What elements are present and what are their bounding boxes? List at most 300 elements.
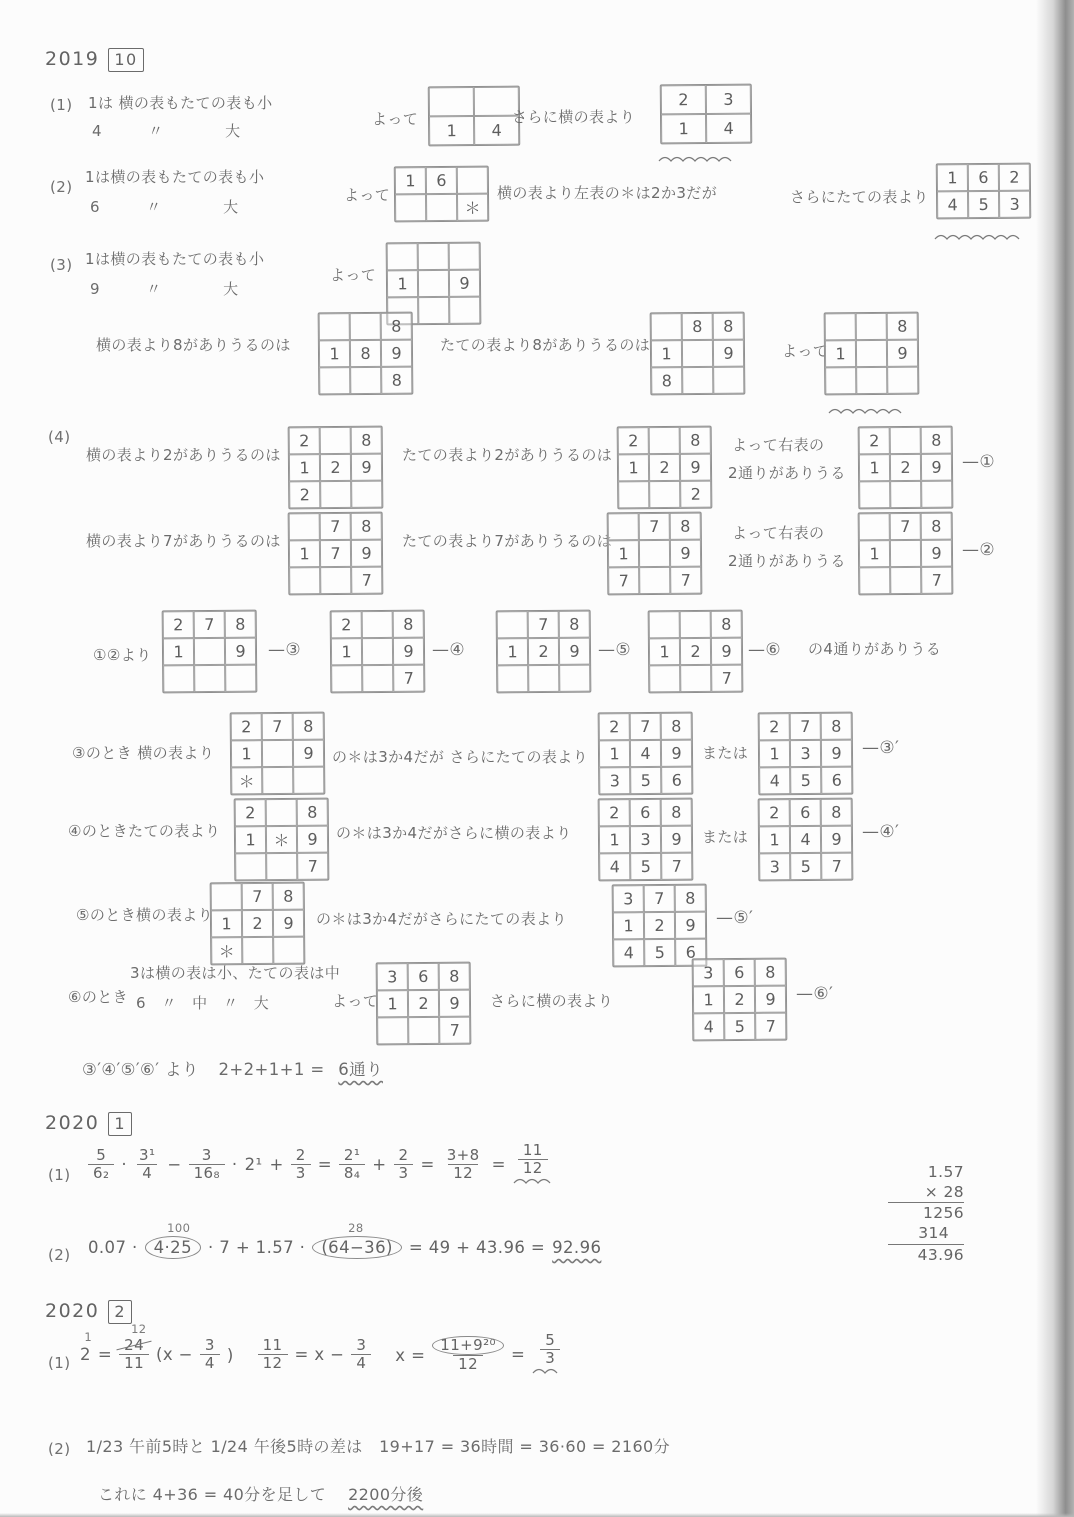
grid-cell (289, 567, 320, 594)
grid-row (608, 567, 701, 595)
grid-cell: 1 (377, 990, 408, 1017)
grid-cell: 2 (235, 799, 266, 826)
grid-row (387, 243, 480, 271)
annotated-term (80, 1329, 93, 1364)
grid-cell (320, 481, 351, 508)
math-fraction (119, 1337, 149, 1373)
grid-cell (426, 194, 457, 221)
grid-row (319, 340, 412, 368)
grid-cell (651, 313, 682, 340)
grid-cell (682, 340, 713, 367)
grid-row (395, 194, 488, 222)
math-fraction (432, 1336, 504, 1374)
p4r4-mid: の＊は3か4だがさらに横の表より (336, 824, 572, 842)
grid-cell: 7 (711, 665, 742, 692)
p3-label: (3) (50, 256, 73, 274)
grid-cell: 1 (661, 114, 706, 143)
grid-cell: 7 (921, 567, 952, 594)
grid-cell: 1 (211, 910, 242, 937)
p4b-g3 (858, 512, 954, 596)
p4r4-g3 (758, 798, 854, 882)
grid-cell (320, 567, 351, 594)
grid-row (608, 540, 701, 568)
denominator: 3 (540, 1349, 560, 1367)
grid-cell (377, 1017, 408, 1044)
grid-cell: 3 (599, 767, 630, 794)
grid-cell (293, 767, 324, 794)
p4r4-ref: —④′ (862, 822, 900, 842)
grid-cell: 7 (644, 885, 675, 912)
grid-cell: ＊ (457, 194, 488, 221)
grid-cell (649, 611, 680, 638)
grid-cell: 8 (755, 959, 786, 986)
section-header-2019 (45, 48, 144, 72)
grid-cell (163, 665, 194, 692)
math-fraction (339, 1147, 365, 1183)
grid-cell (859, 481, 890, 508)
p3-yotte2: よって (782, 342, 829, 360)
denominator: 8₄ (339, 1164, 365, 1182)
p4r6-lead: ⑥のとき (68, 988, 129, 1006)
grid-cell: 1 (599, 826, 630, 853)
grid-cell: 1 (599, 740, 630, 767)
grid-cell: 7 (670, 567, 701, 594)
grid-cell: 8 (680, 427, 711, 454)
denominator: 12 (258, 1354, 288, 1372)
grid-cell: 1 (825, 340, 856, 367)
numerator: 3 (356, 1335, 367, 1354)
grid-row (331, 638, 424, 666)
grid-cell: 9 (713, 340, 744, 367)
grid-cell: 1 (387, 270, 418, 297)
p4a-t3b: 2通りがありうる (728, 464, 846, 482)
grid-cell: 7 (393, 665, 424, 692)
p2020-1-2-label: (2) (48, 1246, 71, 1264)
grid-row (319, 313, 412, 341)
grid-cell: 8 (921, 427, 952, 454)
p1-label: (1) (50, 96, 73, 114)
grid-cell: 7 (661, 853, 692, 880)
p4a-t3a: よって右表の (732, 436, 825, 454)
grid-cell (649, 481, 680, 508)
grid-cell (418, 270, 449, 297)
p4r5-g2 (612, 884, 708, 968)
grid-cell: 9 (670, 540, 701, 567)
p4r5-mid: の＊は3か4だがさらにたての表より (316, 910, 567, 928)
grid-cell (887, 367, 918, 394)
grid-cell (825, 367, 856, 394)
grid-cell (457, 167, 488, 194)
grid-row (497, 665, 590, 693)
grid-cell: 2 (528, 638, 559, 665)
p4r3-mid: の＊は3か4だが さらにたての表より (332, 748, 589, 766)
grid-cell (528, 665, 559, 692)
grid-cell: 8 (381, 367, 412, 394)
grid-cell (319, 313, 350, 340)
math-fraction (134, 1147, 160, 1183)
grid-cell: 1 (319, 340, 350, 367)
grid-row (649, 665, 742, 693)
grid-row (235, 853, 328, 881)
grid-cell (418, 297, 449, 324)
grid-cell: 9 (449, 270, 480, 297)
p2-note1: 横の表より左表の＊は2か3だが (497, 184, 718, 202)
grid-cell: 9 (381, 340, 412, 367)
p4r6-yotte: よって (332, 992, 379, 1010)
grid-cell (859, 567, 890, 594)
grid-cell (319, 367, 350, 394)
grid-cell: 1 (429, 116, 474, 145)
p4r4-mata: または (702, 828, 749, 846)
grid-row (859, 454, 952, 482)
mult-row: × 28 (888, 1182, 964, 1203)
mult-row: 1.57 (927, 1163, 964, 1181)
grid-cell (408, 1017, 439, 1044)
numerator: 11 (262, 1335, 283, 1354)
numerator: 5 (545, 1331, 556, 1349)
grid-row (377, 990, 470, 1018)
grid-cell: 9 (821, 826, 852, 853)
p1-line2: 4 〃 大 (92, 122, 241, 140)
grid-cell: 9 (293, 740, 324, 767)
grid-cell: 9 (273, 910, 304, 937)
grid-cell: 2 (649, 454, 680, 481)
grid-cell: 1 (331, 638, 362, 665)
grid-cell: 2 (661, 85, 706, 114)
grid-row (859, 540, 952, 568)
grid-row (693, 1013, 786, 1041)
grid-row (231, 713, 324, 741)
denominator: 6₂ (88, 1164, 114, 1182)
grid-row (289, 540, 382, 568)
grid-cell: 9 (711, 638, 742, 665)
grid-cell: 7 (320, 540, 351, 567)
math-fraction (394, 1147, 414, 1183)
p4r3-ref: —③′ (862, 738, 900, 758)
grid-cell: 8 (393, 611, 424, 638)
grid-row (377, 963, 470, 991)
math-token: = 49 + 43.96 = (408, 1238, 546, 1257)
grid-cell (890, 427, 921, 454)
grid-cell: 7 (639, 513, 670, 540)
grid-row (163, 665, 256, 693)
p4a-g3 (858, 426, 954, 510)
grid-cell: 9 (661, 826, 692, 853)
section-header-2020-1 (45, 1112, 132, 1136)
grid-cell: 7 (528, 611, 559, 638)
equation-2020-2-1 (80, 1321, 568, 1377)
grid-row (599, 799, 692, 827)
problem-number-box-1: 1 (108, 1112, 132, 1136)
grid-cell: 1 (649, 638, 680, 665)
grid-cell (608, 513, 639, 540)
grid-row (859, 567, 952, 595)
p4r3-lead: ③のとき 横の表より (72, 744, 215, 762)
grid-cell: 8 (225, 611, 256, 638)
grid-cell: 9 (755, 986, 786, 1013)
grid-cell (350, 313, 381, 340)
p3-line2: 9 〃 大 (90, 280, 239, 298)
grid-cell (362, 611, 393, 638)
grid-row (693, 959, 786, 987)
math-fraction (258, 1337, 288, 1373)
grid-cell: 3 (377, 963, 408, 990)
grid-row (825, 367, 918, 395)
grid-cell (497, 665, 528, 692)
grid-row (937, 164, 1030, 192)
grid-cell: 2 (680, 481, 711, 508)
grid-cell (856, 367, 887, 394)
grid-cell: 4 (474, 116, 519, 145)
grid-cell: 5 (790, 767, 821, 794)
grid-cell (890, 481, 921, 508)
grid-cell: 7 (608, 567, 639, 594)
grid-cell: 3 (759, 853, 790, 880)
grid-row (859, 427, 952, 455)
grid-row (331, 611, 424, 639)
grid-cell: ＊ (266, 826, 297, 853)
p4a-g1 (288, 426, 384, 510)
grid-cell: 3 (693, 959, 724, 986)
grid-cell: 4 (937, 191, 968, 218)
grid-cell (890, 567, 921, 594)
grid-row (319, 367, 412, 395)
grid-row (289, 567, 382, 595)
grid-row (599, 853, 692, 881)
grid-row (618, 481, 711, 509)
p2-yotte: よって (344, 186, 391, 204)
grid-cell (649, 665, 680, 692)
grid-cell (351, 481, 382, 508)
long-multiplication (888, 1162, 964, 1265)
grid-cell: 6 (661, 767, 692, 794)
grid-cell: 6 (968, 164, 999, 191)
grid-cell: 3 (999, 191, 1030, 218)
math-token: (x − (156, 1344, 193, 1364)
grid-row (661, 85, 751, 115)
p4r5-g1 (210, 882, 306, 966)
grid-cell: 1 (163, 638, 194, 665)
equation-2020-1-2 (88, 1221, 602, 1259)
grid-cell: 1 (289, 540, 320, 567)
annotated-term (312, 1221, 402, 1259)
grid-cell: 6 (426, 167, 457, 194)
grid-cell (262, 740, 293, 767)
year-2019: 2019 (45, 48, 100, 70)
grid-cell: 9 (393, 638, 424, 665)
line2-result: 2200分後 (348, 1485, 424, 1504)
p3-grid2 (650, 312, 746, 396)
grid-cell: 9 (351, 454, 382, 481)
grid-cell (859, 513, 890, 540)
grid-row (497, 611, 590, 639)
grid-cell: 1 (395, 167, 426, 194)
grid-cell: 2 (859, 427, 890, 454)
math-fraction (88, 1147, 114, 1183)
grid-row (759, 713, 852, 741)
denominator: 4 (200, 1354, 220, 1372)
grid-cell: 8 (351, 427, 382, 454)
grid-cell: 1 (613, 912, 644, 939)
p4r3-g1 (230, 712, 326, 796)
problem-number-box-10: 10 (108, 48, 143, 72)
p4c-tail: の4通りがありうる (808, 640, 942, 658)
grid-cell: 1 (618, 454, 649, 481)
grid-cell: 8 (559, 611, 590, 638)
math-token: (64−36) (312, 1236, 402, 1259)
grid-cell (449, 297, 480, 324)
grid-cell: 2 (231, 713, 262, 740)
grid-cell: 8 (351, 513, 382, 540)
grid-cell (387, 243, 418, 270)
grid-cell: 8 (821, 799, 852, 826)
annotation: 12 (131, 1321, 147, 1336)
scan-edge-shadow (1036, 0, 1074, 1517)
grid-cell: 1 (651, 340, 682, 367)
grid-row (825, 313, 918, 341)
grid-cell: 1 (859, 454, 890, 481)
grid-cell: 7 (351, 567, 382, 594)
math-token: = (491, 1154, 506, 1174)
grid-cell: 5 (790, 853, 821, 880)
grid-row (937, 191, 1030, 219)
denominator: 11 (119, 1354, 149, 1372)
p4c-g3 (162, 610, 258, 694)
p1-line1: 1は 横の表もたての表も小 (88, 94, 273, 112)
p4a-t2: たての表より2がありうるのは (402, 446, 613, 464)
grid-cell: 2 (680, 638, 711, 665)
grid-cell (211, 883, 242, 910)
annotated-term (145, 1221, 201, 1259)
p4r3-mata: または (702, 744, 749, 762)
grid-row (618, 427, 711, 455)
conclusion-result: 6通り (338, 1060, 383, 1079)
math-fraction (189, 1147, 225, 1183)
mult-row: 314 (888, 1223, 964, 1244)
grid-row (599, 713, 692, 741)
grid-cell (429, 87, 474, 116)
grid-cell: 3 (630, 826, 661, 853)
grid-cell (890, 540, 921, 567)
grid-cell: 7 (630, 713, 661, 740)
grid-row (608, 513, 701, 541)
grid-row (859, 481, 952, 509)
grid-cell: 2 (320, 454, 351, 481)
p1-grid-b (660, 84, 753, 145)
grid-cell: 8 (297, 799, 328, 826)
numerator: 3 (201, 1145, 212, 1164)
grid-cell: 2 (242, 910, 273, 937)
grid-row (759, 799, 852, 827)
grid-cell: 1 (608, 540, 639, 567)
annotation: 28 (348, 1221, 364, 1235)
grid-cell: 9 (675, 912, 706, 939)
grid-cell: ＊ (211, 937, 242, 964)
grid-cell: 1 (289, 454, 320, 481)
grid-cell: 9 (921, 454, 952, 481)
grid-row (211, 937, 304, 965)
math-token: = (97, 1344, 113, 1364)
p2-note2: さらにたての表より (790, 188, 929, 206)
grid-cell: 2 (163, 611, 194, 638)
grid-cell (856, 340, 887, 367)
math-token: · (121, 1154, 128, 1174)
grid-row (331, 665, 424, 693)
grid-cell: 9 (225, 638, 256, 665)
grid-cell (320, 427, 351, 454)
p4r4-g1 (234, 798, 330, 882)
year-2020a: 2020 (45, 1112, 100, 1134)
grid-cell: 5 (644, 939, 675, 966)
grid-cell: 8 (439, 963, 470, 990)
grid-cell: 1 (759, 826, 790, 853)
grid-cell: 4 (599, 853, 630, 880)
grid-cell: 2 (999, 164, 1030, 191)
grid-row (235, 799, 328, 827)
math-fraction (513, 1142, 553, 1187)
p2020-2-2-label: (2) (48, 1440, 71, 1458)
annotation: 1 (84, 1329, 93, 1344)
math-token: 2¹ (244, 1154, 263, 1174)
grid-row (163, 638, 256, 666)
denominator: 16₈ (189, 1164, 225, 1182)
grid-row (231, 767, 324, 795)
grid-cell: 2 (759, 799, 790, 826)
grid-cell: 9 (559, 638, 590, 665)
p4r4-g2 (598, 798, 694, 882)
grid-cell (194, 638, 225, 665)
numerator: 24 (119, 1337, 149, 1354)
grid-row (759, 826, 852, 854)
p4c-g6 (648, 610, 744, 694)
p4c-r4: —④ (432, 640, 466, 660)
grid-row (289, 481, 382, 509)
grid-row (661, 114, 751, 144)
math-token: = (317, 1154, 332, 1174)
grid-cell (362, 638, 393, 665)
grid-row (211, 910, 304, 938)
grid-cell: 6 (408, 963, 439, 990)
p4b-t3a: よって右表の (732, 524, 825, 542)
grid-cell (418, 243, 449, 270)
p4c-g5 (496, 610, 592, 694)
grid-cell: 8 (682, 313, 713, 340)
p2-grid-b (936, 163, 1031, 220)
math-token: x = (378, 1346, 426, 1366)
grid-row (613, 885, 706, 913)
wavy-underline (658, 156, 738, 165)
p4a-g2 (617, 426, 713, 510)
grid-cell: 5 (630, 853, 661, 880)
grid-cell: 6 (630, 799, 661, 826)
grid-cell (331, 665, 362, 692)
grid-row (289, 454, 382, 482)
grid-cell: 6 (724, 959, 755, 986)
grid-row (387, 270, 480, 298)
grid-row (599, 767, 692, 795)
grid-row (235, 826, 328, 854)
grid-cell: 8 (670, 513, 701, 540)
grid-cell: 2 (599, 713, 630, 740)
wavy-underline (934, 228, 1022, 247)
math-token: 92.96 (552, 1238, 602, 1257)
grid-row (649, 638, 742, 666)
grid-cell: 5 (724, 1013, 755, 1040)
grid-row (231, 740, 324, 768)
scan-bottom-shadow (0, 1513, 1074, 1517)
grid-cell: 7 (890, 513, 921, 540)
grid-cell (266, 799, 297, 826)
